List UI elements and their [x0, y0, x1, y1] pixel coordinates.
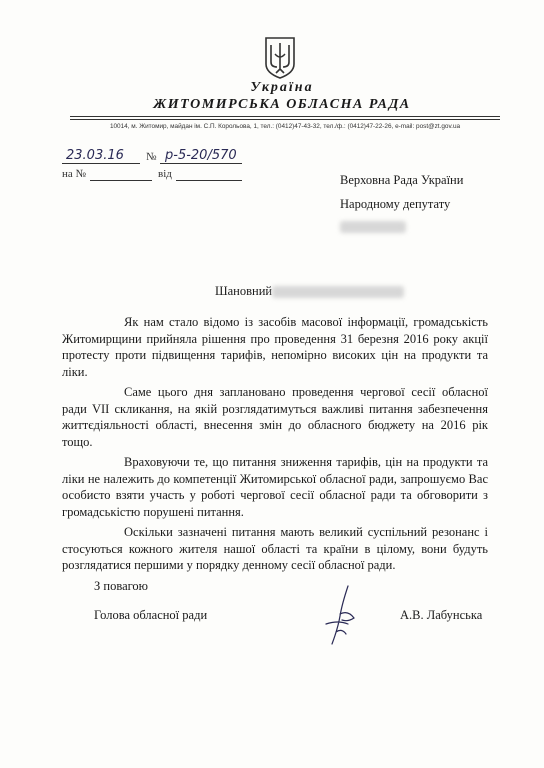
- from-line: [176, 180, 242, 181]
- body-paragraph: Оскільки зазначені питання мають великий суспільний резонанс і стосуються кожного жителя нашої області та країни в цілому, вони будуть розглядатися першими у порядку денному сесії обласної ради.: [62, 525, 488, 572]
- tryzub-emblem-icon: [260, 36, 300, 80]
- from-label: від: [158, 168, 172, 180]
- recipient-org: Верховна Рада України: [340, 173, 464, 187]
- number-label: №: [146, 151, 157, 163]
- country-name: Україна: [250, 80, 314, 95]
- letter-body: [62, 314, 488, 578]
- signatory-position: Голова обласної ради: [94, 608, 208, 622]
- outgoing-number: р-5-20/570: [165, 148, 237, 163]
- header-rule-thin: [70, 119, 500, 120]
- signature: [318, 584, 362, 650]
- salutation: Шановний: [215, 284, 273, 298]
- number-line: [160, 163, 242, 164]
- on-number-label: на №: [62, 168, 87, 180]
- council-address: 10014, м. Житомир, майдан ім. С.П. Корольова, 1, тел.: (0412)47-43-32, тел./ф.: (0412)47-22-26, e-mail: post@zt.gov.ua: [109, 123, 461, 130]
- signatory-name: А.В. Лабунська: [400, 608, 483, 622]
- recipient-title: Народному депутату: [340, 197, 451, 211]
- date-line: [62, 163, 140, 164]
- redacted-recipient-name: [340, 221, 406, 233]
- closing-regards: З повагою: [94, 579, 149, 593]
- body-paragraph: Враховуючи те, що питання зниження тарифів, цін на продукти та ліки не належить до компетенції Житомирської обласної ради, запрошуємо Вас особисто взяти участь у роботі чергової сесії обласної ради та обговорити з громадськістю порушені питання.: [62, 455, 488, 519]
- redacted-salutation-name: [272, 286, 404, 298]
- letter-date: 23.03.16: [66, 148, 124, 163]
- body-paragraph: Як нам стало відомо із засобів масової інформації, громадськість Житомирщини прийняла рішення про проведення 31 березня 2016 року акції протесту проти підвищення тарифів, непомірно високих цін на продукти та ліки.: [62, 315, 488, 379]
- on-number-line: [90, 180, 152, 181]
- header-rule: [70, 116, 500, 117]
- body-paragraph: Саме цього дня заплановано проведення чергової сесії обласної ради VII скликання, на якій розглядатимуться важливі питання забезпечення життєдіяльності області, внесення змін до обласного бюджету на 2016 рік тощо.: [62, 385, 488, 449]
- council-name: ЖИТОМИРСЬКА ОБЛАСНА РАДА: [153, 97, 411, 112]
